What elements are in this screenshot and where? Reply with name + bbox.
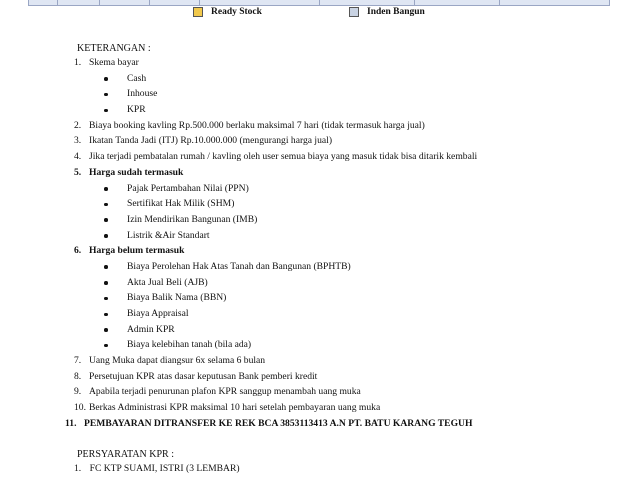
item-number: 3. (74, 135, 82, 147)
item-number: 11. (65, 417, 77, 429)
table-cell-divider (319, 0, 320, 5)
legend-item-inden-bangun (349, 7, 425, 17)
table-cell-divider (499, 0, 500, 5)
bullet-dot-icon (104, 265, 108, 269)
item-text: Akta Jual Beli (AJB) (127, 276, 208, 288)
bullet-item (60, 71, 620, 87)
table-cell-divider (149, 0, 150, 5)
bullet-item (60, 322, 620, 338)
numbered-item (60, 384, 620, 400)
bullet-item (60, 290, 620, 306)
item-number: 10. (74, 402, 86, 414)
bullet-dot-icon (104, 234, 108, 238)
item-number: 2. (74, 119, 82, 131)
item-text: Harga belum termasuk (89, 245, 185, 257)
bullet-dot-icon (104, 297, 108, 301)
item-number: 8. (74, 370, 82, 382)
numbered-item (60, 55, 620, 71)
numbered-item (60, 165, 620, 181)
item-text: Admin KPR (127, 323, 175, 335)
bullet-item (60, 306, 620, 322)
item-text: Berkas Administrasi KPR maksimal 10 hari setelah pembayaran uang muka (89, 402, 381, 414)
item-number: 6. (74, 245, 82, 257)
item-number: 4. (74, 151, 82, 163)
legend-swatch-ready (193, 7, 203, 17)
bullet-dot-icon (104, 109, 108, 113)
persyaratan-heading: PERSYARATAN KPR : (77, 449, 175, 460)
item-text: Biaya Perolehan Hak Atas Tanah dan Bangunan (BPHTB) (127, 260, 351, 272)
numbered-item (60, 149, 620, 165)
bullet-item (60, 275, 620, 291)
item-text: Listrik &Air Standart (127, 229, 210, 241)
bullet-item (60, 228, 620, 244)
numbered-item (60, 133, 620, 149)
persyaratan-item (74, 463, 240, 474)
item-text: Ikatan Tanda Jadi (ITJ) Rp.10.000.000 (mengurangi harga jual) (89, 135, 333, 147)
bullet-item (60, 337, 620, 353)
item-text: Persetujuan KPR atas dasar keputusan Bank pemberi kredit (89, 370, 318, 382)
persyaratan-item-text: FC KTP SUAMI, ISTRI (3 LEMBAR) (89, 463, 240, 474)
item-text: Biaya Appraisal (127, 308, 189, 319)
item-text: Skema bayar (89, 57, 139, 68)
table-cell-divider (199, 0, 200, 5)
item-number: 7. (74, 355, 82, 367)
item-text: Apabila terjadi penurunan plafon KPR sanggup menambah uang muka (89, 386, 361, 398)
numbered-item (60, 369, 620, 385)
legend-item-ready-stock (193, 7, 262, 17)
bullet-dot-icon (104, 77, 108, 81)
item-text: Cash (127, 72, 147, 84)
item-number: 9. (74, 386, 82, 398)
bullet-dot-icon (104, 187, 108, 191)
bullet-dot-icon (104, 218, 108, 222)
bullet-item (60, 196, 620, 212)
table-cell-divider (57, 0, 58, 5)
item-text: Jika terjadi pembatalan rumah / kavling oleh user semua biaya yang masuk tidak bisa ditarik kembali (89, 151, 478, 163)
bullet-dot-icon (104, 281, 108, 285)
numbered-item (60, 400, 620, 416)
bullet-dot-icon (104, 328, 108, 332)
item-text: KPR (127, 104, 146, 116)
bullet-item (60, 86, 620, 102)
bullet-item (60, 212, 620, 228)
stock-legend (0, 7, 640, 23)
legend-label: Ready Stock (211, 7, 262, 17)
item-text: Harga sudah termasuk (89, 166, 184, 178)
bullet-dot-icon (104, 344, 108, 348)
numbered-item (60, 353, 620, 369)
item-text: Izin Mendirikan Bangunan (IMB) (127, 213, 258, 225)
item-text: Uang Muka dapat diangsur 6x selama 6 bulan (89, 355, 266, 367)
numbered-item (60, 416, 620, 432)
keterangan-list (60, 55, 620, 432)
numbered-item (60, 243, 620, 259)
table-cell-divider (99, 0, 100, 5)
bullet-item (60, 181, 620, 197)
item-text: PEMBAYARAN DITRANSFER KE REK BCA 3853113413 A.N PT. BATU KARANG TEGUH (84, 417, 473, 429)
item-text: Sertifikat Hak Milik (SHM) (127, 198, 235, 210)
item-text: Biaya kelebihan tanah (bila ada) (127, 339, 252, 351)
table-cell-divider (414, 0, 415, 5)
item-number: 1. (74, 57, 82, 68)
item-text: Biaya booking kavling Rp.500.000 berlaku maksimal 7 hari (tidak termasuk harga jual) (89, 119, 425, 131)
bullet-dot-icon (104, 93, 108, 97)
bullet-dot-icon (104, 203, 108, 207)
legend-label: Inden Bangun (367, 7, 425, 17)
item-text: Inhouse (127, 88, 158, 100)
price-table-bottom-edge (28, 0, 610, 6)
bullet-dot-icon (104, 313, 108, 317)
persyaratan-item-number: 1. (74, 463, 82, 474)
item-text: Pajak Pertambahan Nilai (PPN) (127, 182, 249, 194)
bullet-item (60, 102, 620, 118)
numbered-item (60, 118, 620, 134)
item-number: 5. (74, 166, 82, 178)
keterangan-heading: KETERANGAN : (77, 43, 151, 54)
legend-swatch-inden (349, 7, 359, 17)
bullet-item (60, 259, 620, 275)
item-text: Biaya Balik Nama (BBN) (127, 292, 227, 304)
